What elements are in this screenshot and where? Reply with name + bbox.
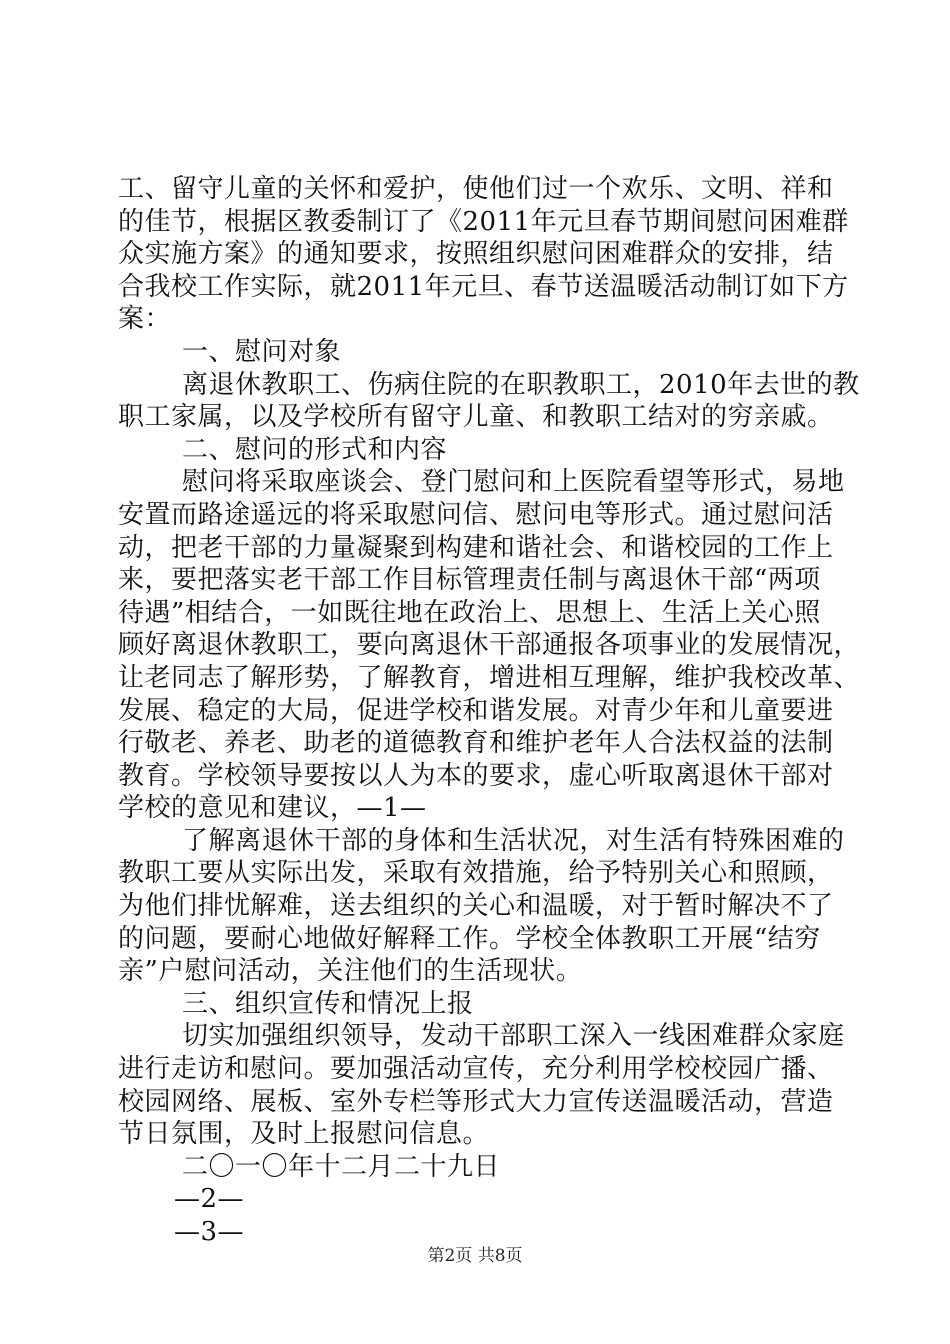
body-line: 让老同志了解形势，了解教育，增进相互理解，维护我校改革、 <box>118 662 861 693</box>
body-line: 案： <box>118 304 172 335</box>
body-line: 切实加强组织领导，发动干部职工深入一线困难群众家庭 <box>182 1021 845 1052</box>
date-line: 二〇一〇年十二月二十九日 <box>182 1151 501 1182</box>
body-line: 了解离退休干部的身体和生活状况，对生活有特殊困难的 <box>182 825 845 856</box>
body-line: 众实施方案》的通知要求，按照组织慰问困难群众的安排，结 <box>118 239 834 270</box>
body-line: 亲”户慰问活动，关注他们的生活现状。 <box>118 956 583 987</box>
page-footer: 第2页 共8页 <box>427 1246 523 1266</box>
body-line: 教育。学校领导要按以人为本的要求，虚心听取离退休干部对 <box>118 760 834 791</box>
body-line: 动，把老干部的力量凝聚到构建和谐社会、和谐校园的工作上 <box>118 532 834 563</box>
section-heading-2: 二、慰问的形式和内容 <box>182 434 448 465</box>
body-line: 合我校工作实际，就2011年元旦、春节送温暖活动制订如下方 <box>118 271 849 302</box>
body-line: 离退休教职工、伤病住院的在职教职工，2010年去世的教 <box>182 369 860 400</box>
body-line: 安置而路途遥远的将采取慰问信、慰问电等形式。通过慰问活 <box>118 499 834 530</box>
body-line: 工、留守儿童的关怀和爱护，使他们过一个欢乐、文明、祥和 <box>118 174 834 204</box>
body-line: 的佳节，根据区教委制订了《2011年元旦春节期间慰问困难群 <box>118 206 849 237</box>
section-heading-1: 一、慰问对象 <box>182 336 342 367</box>
section-heading-3: 三、组织宣传和情况上报 <box>182 988 474 1019</box>
page-marker: —2— <box>174 1184 245 1215</box>
body-line: 来，要把落实老干部工作目标管理责任制与离退休干部“两项 <box>118 565 821 596</box>
body-line: 学校的意见和建议，—1— <box>118 793 427 824</box>
body-line: 教职工要从实际出发，采取有效措施，给予特别关心和照顾， <box>118 858 834 889</box>
body-line: 顾好离退休教职工，要向离退休干部通报各项事业的发展情况， <box>118 630 861 661</box>
body-line: 职工家属，以及学校所有留守儿童、和教职工结对的穷亲戚。 <box>118 402 834 433</box>
body-line: 节日氛围，及时上报慰问信息。 <box>118 1119 490 1150</box>
body-line: 为他们排忧解难，送去组织的关心和温暖，对于暂时解决不了 <box>118 891 834 922</box>
page-marker: —3— <box>174 1217 245 1247</box>
body-line: 校园网络、展板、室外专栏等形式大力宣传送温暖活动，营造 <box>118 1086 834 1117</box>
body-line: 发展、稳定的大局，促进学校和谐发展。对青少年和儿童要进 <box>118 695 834 726</box>
body-line: 的问题，要耐心地做好解释工作。学校全体教职工开展“结穷 <box>118 923 821 954</box>
body-line: 待遇”相结合，一如既往地在政治上、思想上、生活上关心照 <box>118 597 821 628</box>
body-line: 慰问将采取座谈会、登门慰问和上医院看望等形式，易地 <box>182 467 845 498</box>
body-line: 行敬老、养老、助老的道德教育和维护老年人合法权益的法制 <box>118 728 834 759</box>
body-line: 进行走访和慰问。要加强活动宣传，充分利用学校校园广播、 <box>118 1054 834 1085</box>
document-body <box>118 173 861 1249</box>
